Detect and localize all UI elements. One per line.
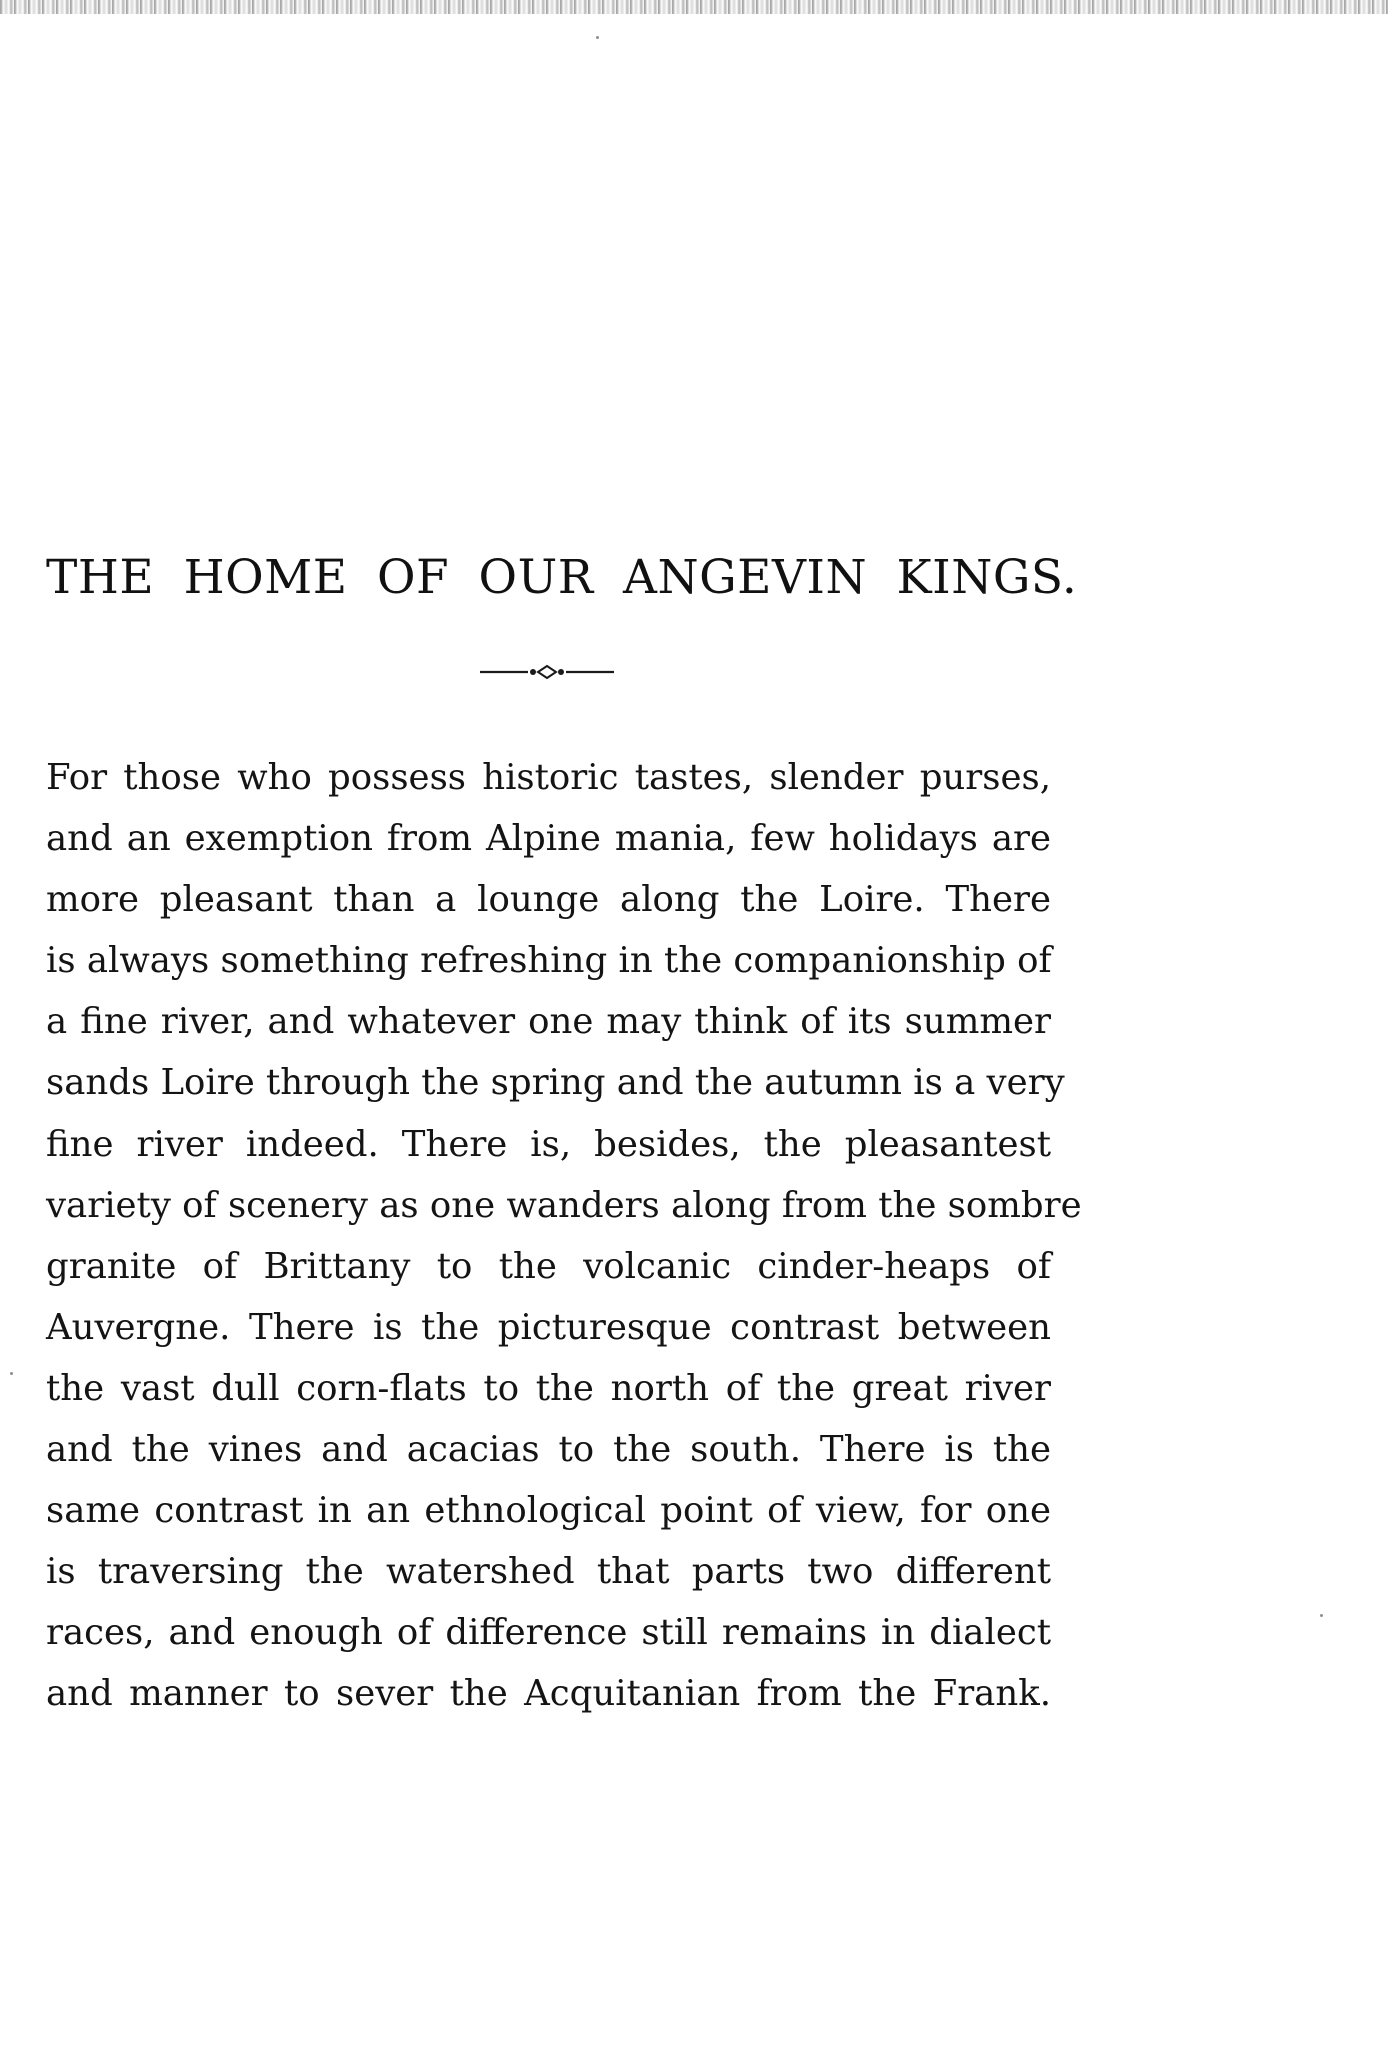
paragraph-line: and manner to sever the Acquitanian from the Frank. [46,1673,1051,1715]
paragraph-line: variety of scenery as one wanders along from the sombre [46,1184,1082,1226]
paragraph-line: a fine river, and whatever one may think of its summer [46,1001,1051,1043]
paragraph-line: is traversing the watershed that parts two different [46,1551,1051,1593]
scan-speck [1320,1614,1323,1617]
paragraph-line: and the vines and acacias to the south. There is the [46,1429,1051,1471]
scan-edge-noise [0,0,1388,14]
paragraph-line: For those who possess historic tastes, slender purses, [46,757,1051,798]
paragraph-line: and an exemption from Alpine mania, few holidays are [46,818,1051,860]
ornament-divider [480,662,614,682]
scan-speck [10,1372,13,1375]
chapter-title: THE HOME OF OUR ANGEVIN KINGS. [46,550,1078,605]
scan-speck [596,36,599,39]
paragraph-line: is always something refreshing in the companionship of [46,940,1052,982]
paragraph-line: sands Loire through the spring and the autumn is a very [46,1062,1065,1104]
paragraph-line: same contrast in an ethnological point of view, for one [46,1490,1051,1532]
paragraph-line: races, and enough of difference still remains in dialect [46,1612,1051,1654]
paragraph-line: fine river indeed. There is, besides, the pleasantest [46,1123,1051,1165]
body-paragraph [46,747,1082,1725]
paragraph-line: Auvergne. There is the picturesque contrast between [46,1306,1051,1348]
paragraph-line: the vast dull corn-flats to the north of the great river [46,1367,1051,1409]
paragraph-line: more pleasant than a lounge along the Loire. There [46,879,1051,921]
paragraph-line: granite of Brittany to the volcanic cinder-heaps of [46,1245,1051,1287]
